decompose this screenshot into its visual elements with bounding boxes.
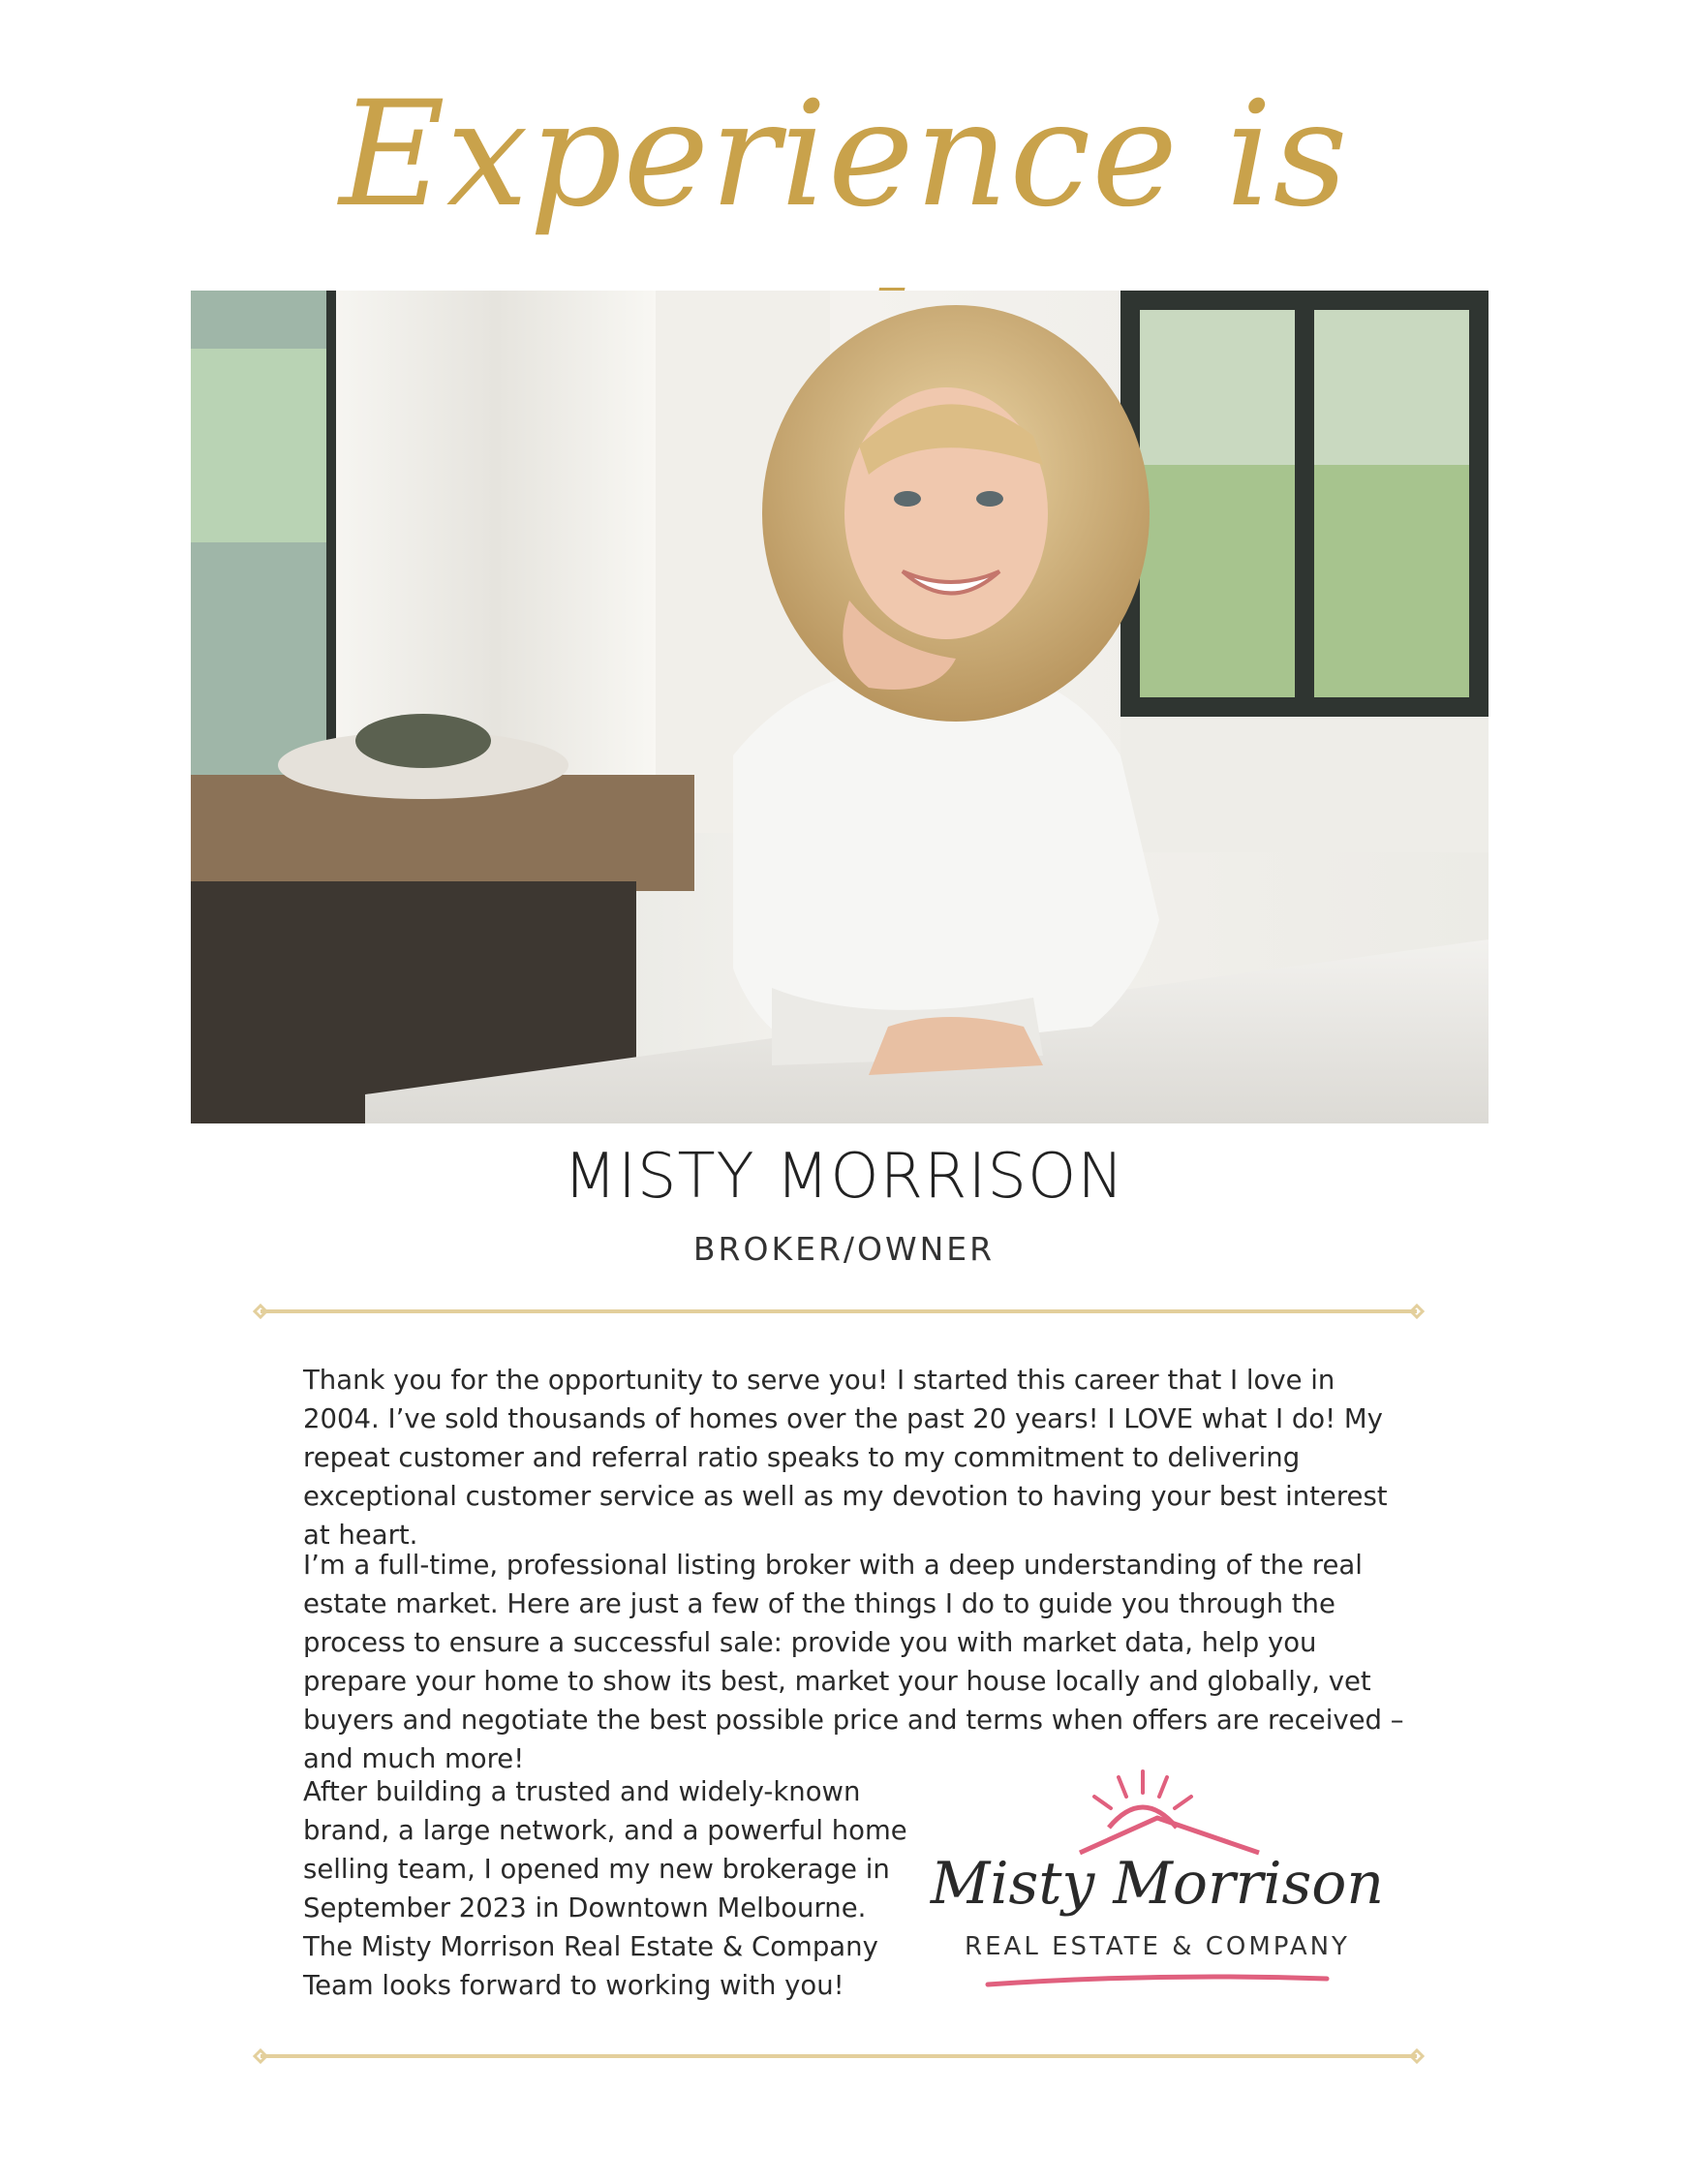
agent-photo (191, 291, 1489, 1123)
agent-title: BROKER/OWNER (692, 1230, 996, 1268)
logo-script-name: Misty Morrison (930, 1850, 1385, 1918)
company-logo (925, 1768, 1390, 2000)
headline: Experience is (339, 71, 1349, 239)
portrait-photo-icon (191, 291, 1489, 1123)
services-paragraph: I’m a full-time, professional listing broker with a deep understanding of the real estate market. Here are just a few of the things I do to guide you through the process to ensure a successful sale: provide you with market data, help you prepare your home to show its best, market your house locally and globally, vet buyers and negotiate the best possible price and terms when offers are received – and much more! (303, 1550, 1404, 1774)
divider-top (247, 1304, 1430, 1319)
intro-paragraph: Thank you for the opportunity to serve you! I started this career that I love in 2004. I’ve sold thousands of homes over the past 20 years! I LOVE what I do! My repeat customer and referral ratio speaks to my commitment to delivering exceptional customer service as well as my devotion to having your best interest at heart. (303, 1365, 1388, 1551)
divider-bottom (247, 2048, 1430, 2064)
brokerage-paragraph: After building a trusted and widely-known brand, a large network, and a powerful home selling team, I opened my new brokerage in September 2023 in Downtown Melbourne. The Misty Morrison Real Estate & Company Team looks forward to working with you! (303, 1776, 907, 2001)
logo-tagline: REAL ESTATE & COMPANY (965, 1932, 1350, 1961)
agent-name: MISTY MORRISON (563, 1141, 1125, 1213)
logo-swoosh (978, 1969, 1336, 1990)
